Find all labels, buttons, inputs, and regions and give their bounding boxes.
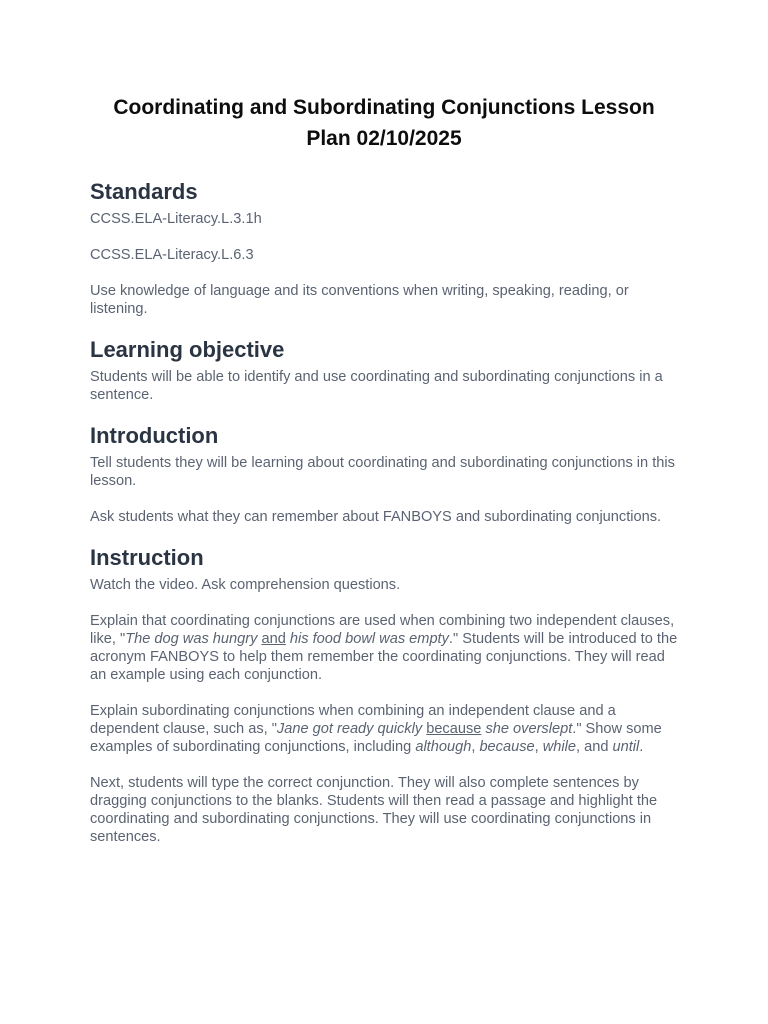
standards-heading: Standards — [90, 179, 198, 204]
example-clause: The dog was hungry — [125, 631, 258, 647]
example-conjunction: because — [426, 721, 482, 737]
instruction-heading: Instruction — [90, 545, 204, 570]
paragraph-text: ." Show some examples of subordinating conjunctions, including — [90, 721, 662, 755]
instruction-paragraph — [90, 612, 678, 684]
standard-item: CCSS.ELA-Literacy.L.3.1h — [90, 211, 262, 227]
paragraph-text: , — [534, 739, 543, 755]
example-clause: his food bowl was empty — [289, 631, 449, 647]
example-word: although — [415, 739, 472, 755]
paragraph-text: . — [639, 739, 644, 755]
example-conjunction: and — [261, 631, 286, 647]
paragraph-text: Explain that coordinating conjunctions are used when combining two independent clauses, like, " — [90, 613, 675, 647]
introduction-paragraph: Ask students what they can remember about FANBOYS and subordinating conjunctions. — [90, 509, 662, 525]
document-title: Coordinating and Subordinating Conjunctions Lesson Plan 02/10/2025 — [113, 96, 655, 150]
example-clause: she overslept — [485, 721, 573, 737]
instruction-paragraph: Next, students will type the correct conjunction. They will also complete sentences by dragging conjunctions to the blanks. Students will then read a passage and highlight the coordinating and subordinating conjunctions. They will use coordinating conjunctions in sentences. — [90, 775, 658, 845]
example-clause: Jane got ready quickly — [276, 721, 423, 737]
example-word: until — [612, 739, 640, 755]
learning-objective-section — [90, 336, 678, 404]
example-word: while — [542, 739, 576, 755]
learning-objective-text: Students will be able to identify and use coordinating and subordinating conjunctions in a sentence. — [90, 369, 663, 403]
paragraph-text: ." Students will be introduced to the acronym FANBOYS to help them remember the coordinating conjunctions. They will read an example using each conjunction. — [90, 631, 678, 683]
learning-objective-heading: Learning objective — [90, 337, 285, 362]
example-word: because — [479, 739, 535, 755]
introduction-section — [90, 422, 678, 526]
standard-description: Use knowledge of language and its conventions when writing, speaking, reading, or listening. — [90, 283, 629, 317]
introduction-heading: Introduction — [90, 423, 219, 448]
introduction-paragraph: Tell students they will be learning about coordinating and subordinating conjunctions in this lesson. — [90, 455, 675, 489]
instruction-section — [90, 544, 678, 846]
paragraph-text: , — [471, 739, 480, 755]
instruction-paragraph: Watch the video. Ask comprehension questions. — [90, 577, 401, 593]
paragraph-text: Explain subordinating conjunctions when combining an independent clause and a dependent clause, such as, " — [90, 703, 616, 737]
standard-item: CCSS.ELA-Literacy.L.6.3 — [90, 247, 254, 263]
paragraph-text: , and — [576, 739, 613, 755]
standards-section — [90, 178, 678, 318]
instruction-paragraph — [90, 702, 678, 756]
